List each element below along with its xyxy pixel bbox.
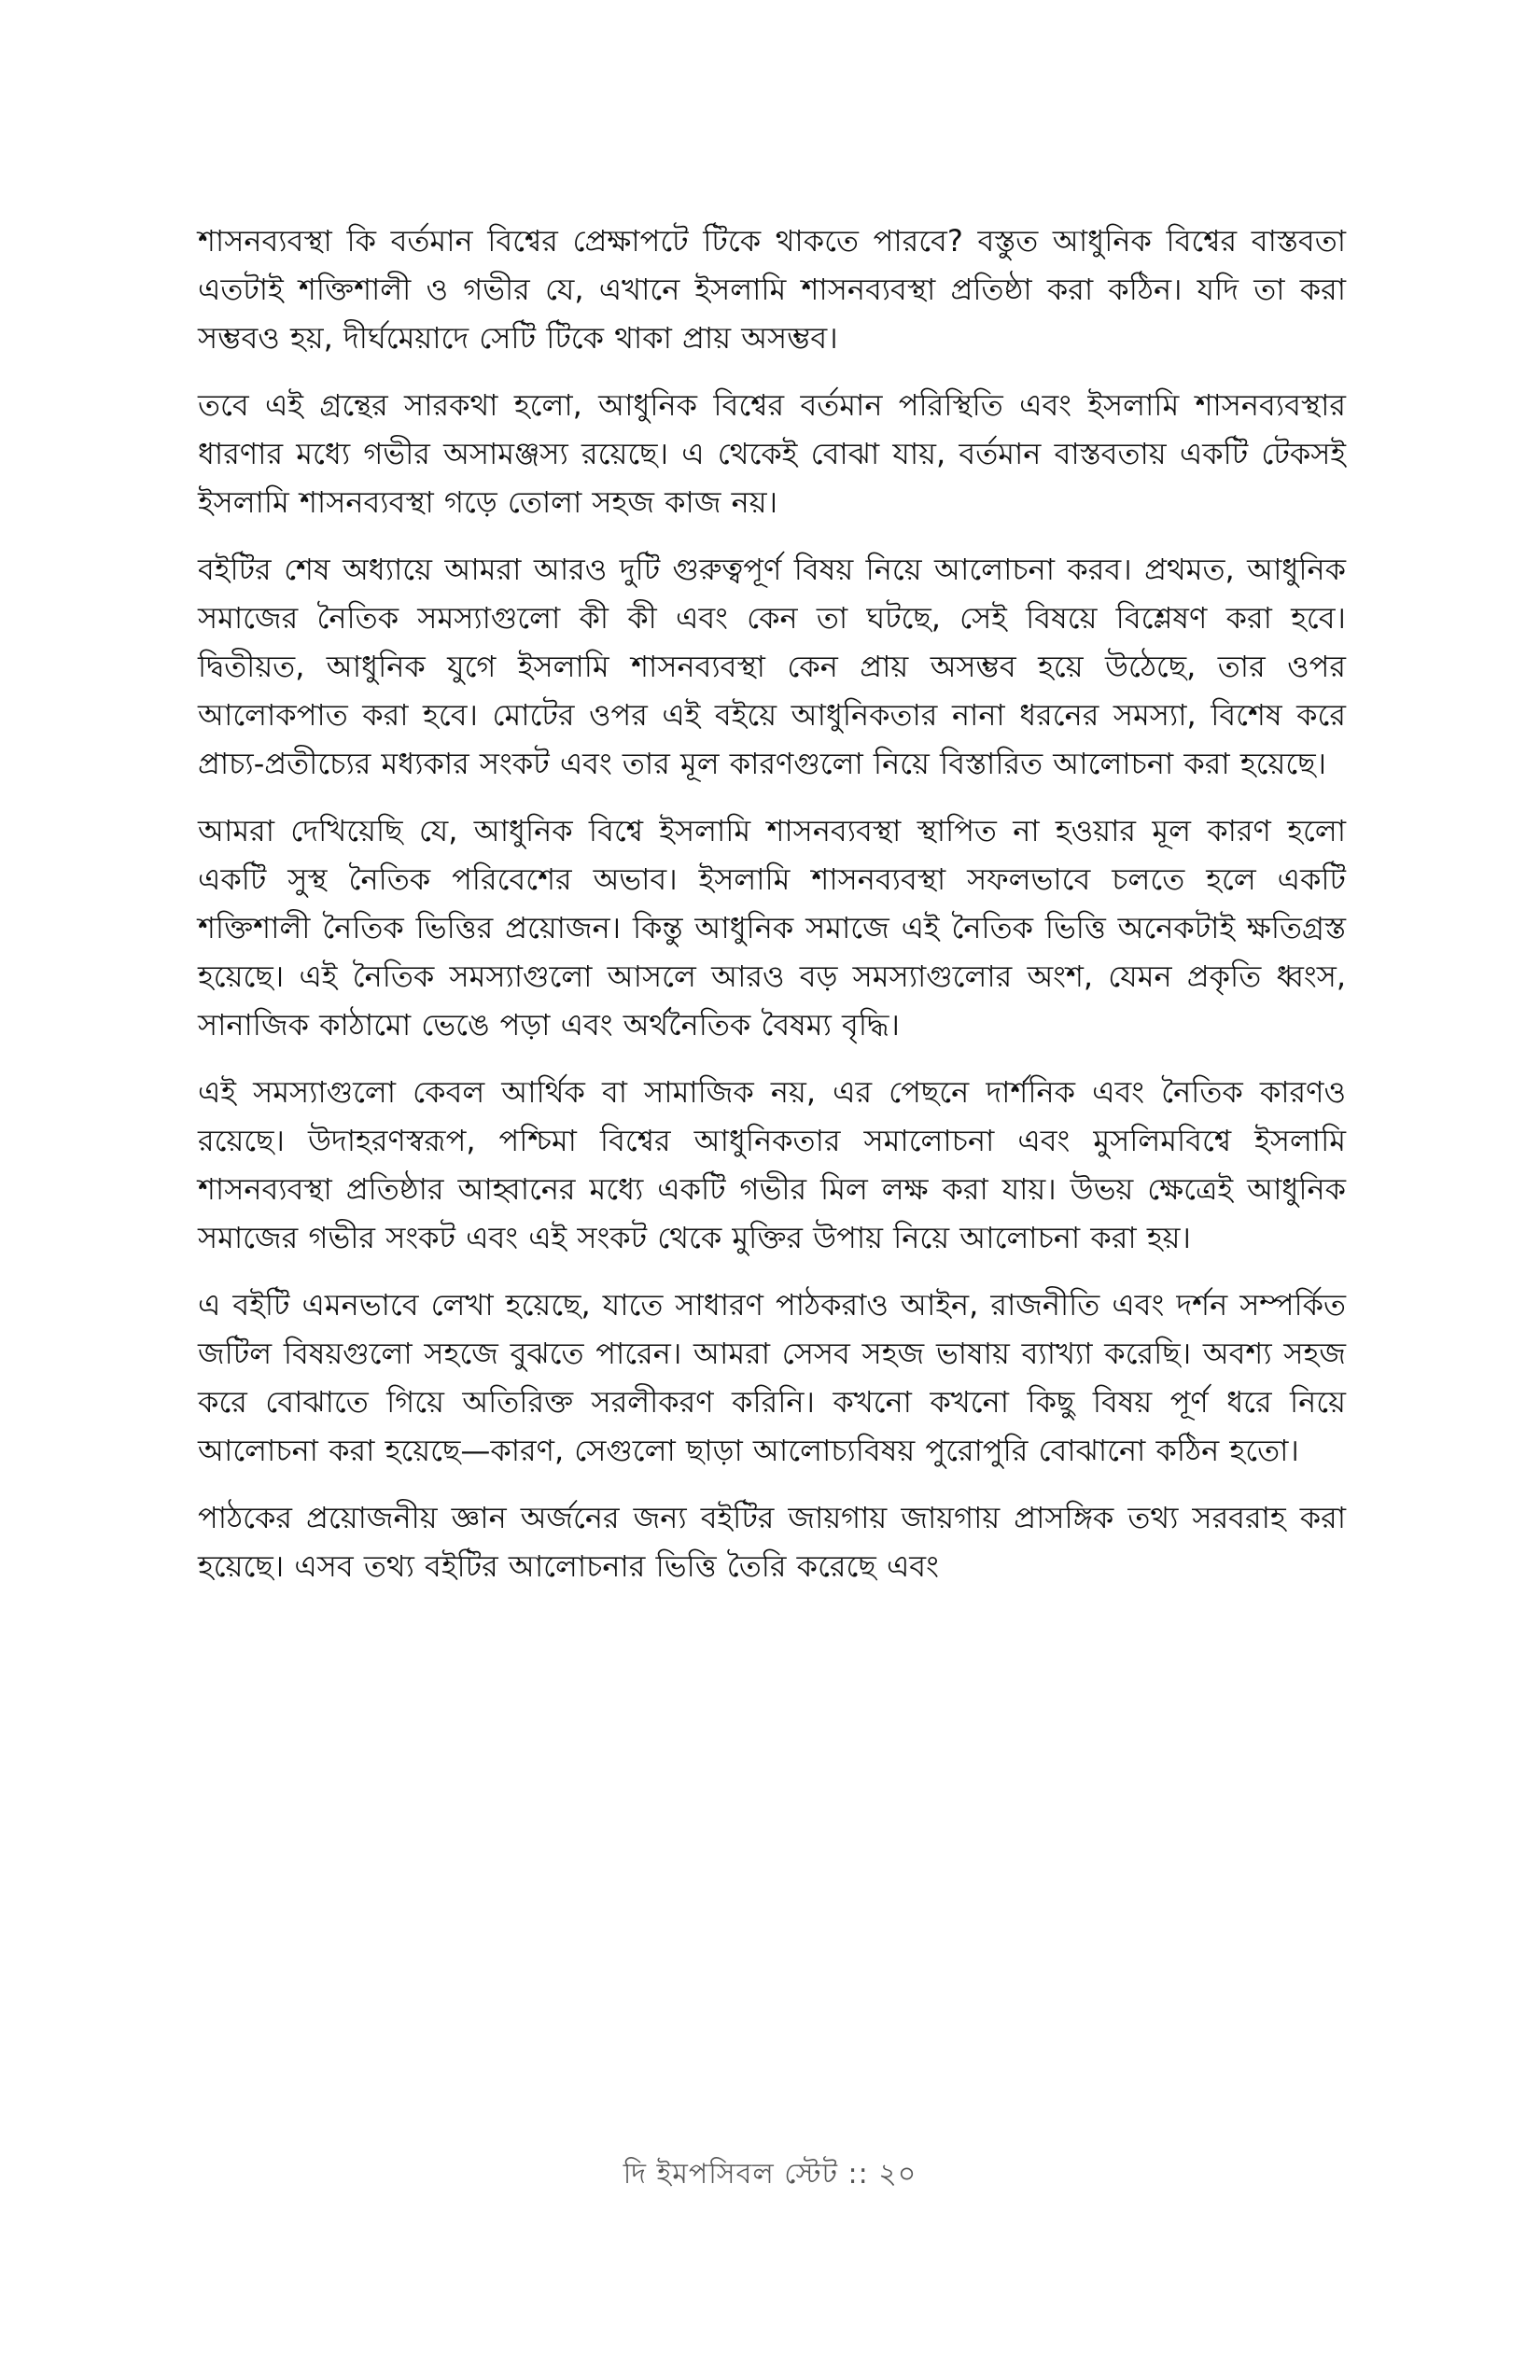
paragraph-7: পাঠকের প্রয়োজনীয় জ্ঞান অর্জনের জন্য বইটির জায়গায় জায়গায় প্রাসঙ্গিক তথ্য সরবরাহ করা হয়েছে। এসব তথ্য বইটির আলোচনার ভিত্তি তৈরি করেছে এবং xyxy=(198,1500,1346,1584)
paragraph-5: এই সমস্যাগুলো কেবল আর্থিক বা সামাজিক নয়, এর পেছনে দার্শনিক এবং নৈতিক কারণও রয়েছে। উদাহরণস্বরূপ, পশ্চিমা বিশ্বের আধুনিকতার সমালোচনা এবং মুসলিমবিশ্বে ইসলামি শাসনব্যবস্থা প্রতিষ্ঠার আহ্বানের মধ্যে একটি গভীর মিল লক্ষ করা যায়। উভয় ক্ষেত্রেই আধুনিক সমাজের গভীর সংকট এবং এই সংকট থেকে মুক্তির উপায় নিয়ে আলোচনা করা হয়। xyxy=(198,1074,1346,1255)
paragraph-1: শাসনব্যবস্থা কি বর্তমান বিশ্বের প্রেক্ষাপটে টিকে থাকতে পারবে? বস্তুত আধুনিক বিশ্বের বাস্তবতা এতটাই শক্তিশালী ও গভীর যে, এখানে ইসলামি শাসনব্যবস্থা প্রতিষ্ঠা করা কঠিন। যদি তা করা সম্ভবও হয়, দীর্ঘমেয়াদে সেটি টিকে থাকা প্রায় অসম্ভব। xyxy=(198,223,1346,356)
body-text xyxy=(198,217,1346,1609)
paragraph-2: তবে এই গ্রন্থের সারকথা হলো, আধুনিক বিশ্বের বর্তমান পরিস্থিতি এবং ইসলামি শাসনব্যবস্থার ধারণার মধ্যে গভীর অসামঞ্জস্য রয়েছে। এ থেকেই বোঝা যায়, বর্তমান বাস্তবতায় একটি টেকসই ইসলামি শাসনব্যবস্থা গড়ে তোলা সহজ কাজ নয়। xyxy=(198,387,1346,520)
paragraph-3: বইটির শেষ অধ্যায়ে আমরা আরও দুটি গুরুত্বপূর্ণ বিষয় নিয়ে আলোচনা করব। প্রথমত, আধুনিক সমাজের নৈতিক সমস্যাগুলো কী কী এবং কেন তা ঘটছে, সেই বিষয়ে বিশ্লেষণ করা হবে। দ্বিতীয়ত, আধুনিক যুগে ইসলামি শাসনব্যবস্থা কেন প্রায় অসম্ভব হয়ে উঠেছে, তার ওপর আলোকপাত করা হবে। মোটের ওপর এই বইয়ে আধুনিকতার নানা ধরনের সমস্যা, বিশেষ করে প্রাচ্য-প্রতীচ্যের মধ্যকার সংকট এবং তার মূল কারণগুলো নিয়ে বিস্তারিত আলোচনা করা হয়েছে। xyxy=(198,552,1346,781)
paragraph-6: এ বইটি এমনভাবে লেখা হয়েছে, যাতে সাধারণ পাঠকরাও আইন, রাজনীতি এবং দর্শন সম্পর্কিত জটিল বিষয়গুলো সহজে বুঝতে পারেন। আমরা সেসব সহজ ভাষায় ব্যাখ্যা করেছি। অবশ্য সহজ করে বোঝাতে গিয়ে অতিরিক্ত সরলীকরণ করিনি। কখনো কখনো কিছু বিষয় পূর্ণ ধরে নিয়ে আলোচনা করা হয়েছে—কারণ, সেগুলো ছাড়া আলোচ্যবিষয় পুরোপুরি বোঝানো কঠিন হতো। xyxy=(198,1287,1346,1468)
page-footer: দি ইমপসিবল স্টেট :: ২০ xyxy=(623,2158,917,2191)
paragraph-4: আমরা দেখিয়েছি যে, আধুনিক বিশ্বে ইসলামি শাসনব্যবস্থা স্থাপিত না হওয়ার মূল কারণ হলো একটি সুস্থ নৈতিক পরিবেশের অভাব। ইসলামি শাসনব্যবস্থা সফলভাবে চলতে হলে একটি শক্তিশালী নৈতিক ভিত্তির প্রয়োজন। কিন্তু আধুনিক সমাজে এই নৈতিক ভিত্তি অনেকটাই ক্ষতিগ্রস্ত হয়েছে। এই নৈতিক সমস্যাগুলো আসলে আরও বড় সমস্যাগুলোর অংশ, যেমন প্রকৃতি ধ্বংস, সানাজিক কাঠামো ভেঙে পড়া এবং অর্থনৈতিক বৈষম্য বৃদ্ধি। xyxy=(198,813,1346,1043)
